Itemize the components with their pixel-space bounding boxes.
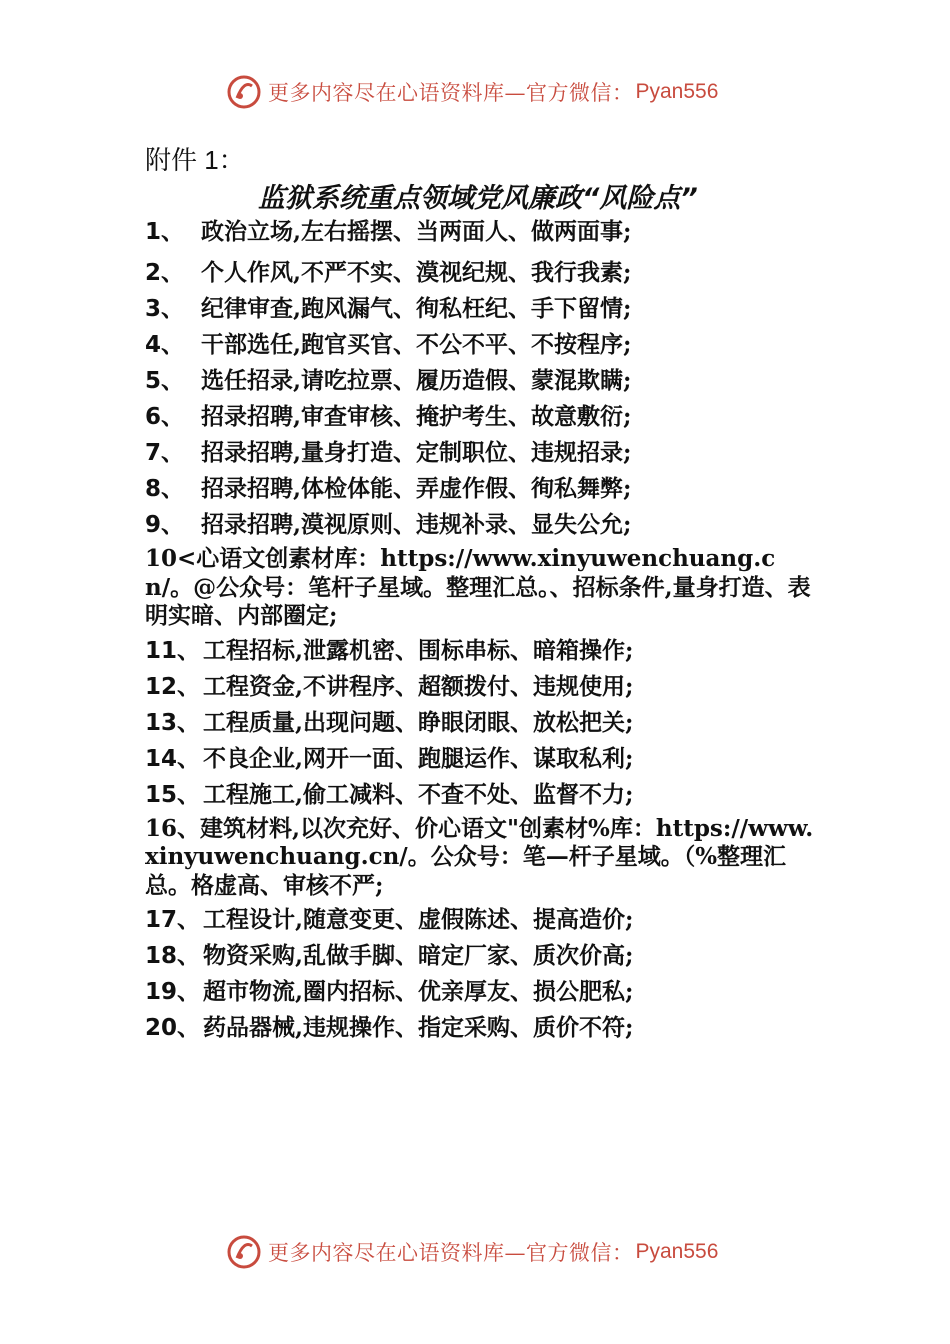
list-item: [145, 259, 815, 287]
item-number: 14、: [145, 745, 201, 772]
item-number: 12、: [145, 673, 201, 700]
item-text: 个人作风,不严不实、漠视纪规、我行我素;: [201, 259, 632, 286]
list-item: [145, 978, 815, 1006]
item-number: 8、: [145, 476, 185, 502]
list-item: [145, 673, 815, 701]
item-number: 20、: [145, 1015, 201, 1041]
item-number: 19、: [145, 979, 201, 1005]
watermark-text: 更多内容尽在心语资料库—官方微信：: [268, 1241, 634, 1265]
list-item: [145, 475, 815, 503]
item-text: 16、建筑材料,以次充好、价心语文"创素材%库：https://www.xinyuwenchuang.cn/。公众号：笔—杆子星域。（%整理汇总。格虚高、审核不严;: [145, 814, 814, 899]
item-text: 纪律审查,跑风漏气、徇私枉纪、手下留情;: [201, 295, 632, 322]
watermark-logo-icon: [226, 74, 262, 110]
list-item: [145, 295, 815, 323]
item-number: 3、: [145, 296, 185, 322]
list-item: [145, 331, 815, 359]
list-item: [145, 942, 815, 970]
watermark-header: [226, 72, 718, 112]
item-text: 选任招录,请吃拉票、履历造假、蒙混欺瞒;: [201, 367, 632, 394]
item-text: 招录招聘,体检体能、弄虚作假、徇私舞弊;: [201, 475, 632, 502]
list-item: [145, 815, 815, 901]
item-text: 工程资金,不讲程序、超额拨付、违规使用;: [203, 672, 634, 700]
list-item: [145, 781, 815, 809]
item-text: 政治立场,左右摇摆、当两面人、做两面事;: [201, 218, 632, 245]
list-item: [145, 709, 815, 737]
item-number: 6、: [145, 404, 185, 430]
item-text: 工程施工,偷工减料、不查不处、监督不力;: [203, 780, 634, 808]
item-text: 工程质量,出现问题、睁眼闭眼、放松把关;: [203, 708, 634, 736]
list-item: [145, 1014, 815, 1042]
list-item: [145, 545, 815, 631]
risk-point-list: [145, 218, 815, 1042]
watermark-account: Pyan556: [635, 1240, 719, 1263]
attachment-label: 附件 1：: [145, 145, 245, 175]
item-number: 18、: [145, 943, 201, 969]
document-title: 监狱系统重点领域党风廉政“风险点”: [258, 183, 698, 214]
item-text: 物资采购,乱做手脚、暗定厂家、质次价高;: [203, 942, 634, 969]
item-number: 7、: [145, 440, 185, 466]
item-number: 2、: [145, 260, 185, 286]
list-item: [145, 745, 815, 773]
item-text: 超市物流,圈内招标、优亲厚友、损公肥私;: [203, 978, 634, 1005]
list-item: [145, 439, 815, 467]
item-text: 招录招聘,漠视原则、违规补录、显失公允;: [201, 511, 632, 538]
item-number: 15、: [145, 781, 201, 808]
item-text: 工程设计,随意变更、虚假陈述、提高造价;: [203, 906, 634, 933]
item-number: 9、: [145, 512, 185, 538]
item-text: 干部选任,跑官买官、不公不平、不按程序;: [201, 331, 632, 358]
list-item: [145, 511, 815, 539]
item-text: 工程招标,泄露机密、围标串标、暗箱操作;: [203, 636, 634, 664]
item-number: 17、: [145, 907, 201, 933]
watermark-account: Pyan556: [635, 80, 719, 103]
item-text: 招录招聘,审查审核、掩护考生、故意敷衍;: [201, 403, 632, 430]
item-number: 1、: [145, 219, 185, 245]
item-text: 不良企业,网开一面、跑腿运作、谋取私利;: [203, 744, 634, 772]
list-item: [145, 218, 815, 246]
list-item: [145, 367, 815, 395]
list-item: [145, 403, 815, 431]
item-number: 4、: [145, 332, 185, 358]
item-number: 13、: [145, 709, 201, 736]
watermark-logo-icon: [226, 1234, 262, 1270]
watermark-text: 更多内容尽在心语资料库—官方微信：: [268, 81, 634, 105]
watermark-footer: [226, 1232, 718, 1272]
item-text: 10<心语文创素材库：https://www.xinyuwenchuang.cn/。@公众号：笔杆子星域。整理汇总。、招标条件,量身打造、表明实暗、内部圈定;: [145, 545, 811, 629]
list-item: [145, 637, 815, 665]
item-number: 11、: [145, 637, 201, 664]
item-number: 5、: [145, 368, 185, 394]
list-item: [145, 906, 815, 934]
item-text: 招录招聘,量身打造、定制职位、违规招录;: [201, 439, 632, 466]
item-text: 药品器械,违规操作、指定采购、质价不符;: [203, 1014, 634, 1041]
